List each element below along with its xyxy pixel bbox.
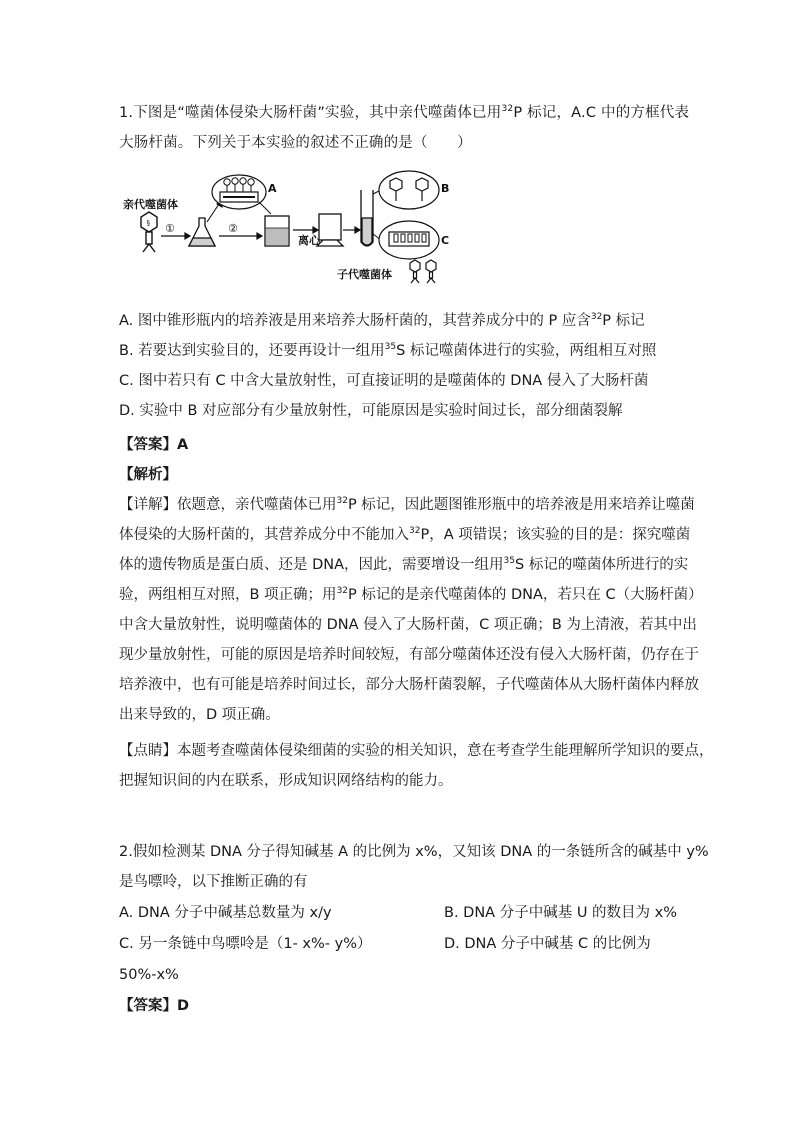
q1-comment-line1: 【点睛】本题考查噬菌体侵染细菌的实验的相关知识，意在考查学生能理解所学知识的要点，: [119, 743, 714, 759]
phage-experiment-figure: [119, 170, 459, 286]
q1-comment-line2: 把握知识间的内在联系，形成知识网络结构的能力。: [119, 773, 453, 789]
q2-option-d: D. DNA 分子中碱基 C 的比例为: [444, 936, 651, 952]
q1-detail-l2-text-b: P，A 项错误；该实验的目的是：探究噬菌: [420, 527, 691, 543]
q1-detail-line7: 培养液中，也有可能是培养时间过长，部分大肠杆菌裂解，子代噬菌体从大肠杆菌体内释放: [119, 677, 699, 693]
pellet-detail-C: [379, 221, 439, 259]
label-centrifuge: 离心: [298, 234, 320, 247]
q1-option-a-text-a: A. 图中锥形瓶内的培养液是用来培养大肠杆菌的，其营养成分中的 P 应含: [119, 313, 591, 329]
q1-detail-l4-text-a: 验，两组相互对照，B 项正确；用: [119, 587, 337, 603]
q1-option-d: D. 实验中 B 对应部分有少量放射性，可能原因是实验时间过长，部分细菌裂解: [119, 403, 623, 419]
supernatant-detail-B: [379, 171, 439, 209]
q1-detail-l2-sup: 32: [409, 526, 421, 536]
q1-stem-text-b: P 标记，A.C 中的方框代表: [513, 105, 690, 121]
q1-option-a-superscript: 32: [590, 312, 603, 322]
q1-detail-l1-text-a: 【详解】依题意，亲代噬菌体已用: [119, 497, 337, 513]
label-offspring-phage: 子代噬菌体: [337, 268, 392, 281]
q1-option-b-text-a: B. 若要达到实验目的，还要再设计一组用: [119, 343, 385, 359]
q1-option-b: [119, 341, 656, 361]
svg-text:§: §: [146, 219, 150, 227]
q2-option-c: C. 另一条链中鸟嘌呤是（1- x%- y%）: [119, 936, 372, 952]
q1-stem-line2: 大肠杆菌。下列关于本实验的叙述不正确的是（ ）: [119, 135, 472, 151]
label-A: A: [268, 182, 277, 195]
q2-option-a: A. DNA 分子中碱基总数量为 x/y: [119, 905, 332, 921]
bacteria-infection-detail-A: [212, 175, 266, 209]
q1-option-b-text-b: S 标记噬菌体进行的实验，两组相互对照: [396, 343, 657, 359]
q1-detail-l3-text-b: S 标记的噬菌体所进行的实: [515, 557, 689, 573]
arrow-to-centrifuge: [293, 227, 318, 233]
q1-detail-line8: 出来导致的，D 项正确。: [119, 707, 280, 723]
q1-detail-line5: 中含大量放射性，说明噬菌体的 DNA 侵入了大肠杆菌，C 项正确；B 为上清液，若其中出: [119, 617, 697, 633]
offspring-phage-icons: [410, 260, 436, 283]
q1-detail-line1: [119, 495, 695, 515]
q1-option-a-text-b: P 标记: [602, 313, 645, 329]
q1-detail-line2: [119, 525, 690, 545]
phage-experiment-diagram: [119, 170, 459, 286]
label-step-2: ②: [228, 222, 238, 235]
pointer-to-beaker: [259, 202, 271, 214]
label-B: B: [441, 182, 450, 195]
q1-analysis-title: 【解析】: [119, 467, 177, 483]
q1-detail-line6: 现少量放射性，可能的原因是培养时间较短，有部分噬菌体还没有侵入大肠杆菌，仍存在于: [119, 647, 699, 663]
arrow-step-2: [219, 233, 262, 239]
q1-detail-l2-text-a: 体侵染的大肠杆菌的，其营养成分中不能加入: [119, 527, 409, 543]
conical-flask-icon: [189, 218, 215, 246]
label-step-1: ①: [165, 222, 175, 235]
q2-option-b: B. DNA 分子中碱基 U 的数目为 x%: [444, 905, 678, 921]
q1-detail-line4: [119, 585, 703, 605]
q1-stem-line1: [119, 103, 689, 123]
arrow-to-tube: [343, 227, 360, 233]
label-parent-phage: 亲代噬菌体: [123, 198, 178, 211]
beaker-icon: [265, 216, 289, 246]
q1-detail-line3: [119, 555, 688, 575]
q1-detail-l3-sup: 35: [503, 556, 515, 566]
q1-answer: 【答案】A: [119, 437, 189, 453]
q2-stem-line2: 是鸟嘌呤，以下推断正确的有: [119, 874, 308, 890]
q1-detail-l1-sup: 32: [336, 496, 348, 506]
q2-answer: 【答案】D: [119, 998, 190, 1014]
q1-detail-l1-text-b: P 标记，因此题图锥形瓶中的培养液是用来培养让噬菌: [347, 497, 695, 513]
q1-option-b-superscript: 35: [384, 342, 397, 352]
q1-option-a: [119, 311, 645, 331]
q2-option-d-continued: 50%-x%: [119, 967, 179, 983]
test-tube-icon: [361, 190, 373, 246]
q1-detail-l4-sup: 32: [336, 586, 349, 596]
q1-detail-l3-text-a: 体的遗传物质是蛋白质、还是 DNA，因此，需要增设一组用: [119, 557, 504, 573]
q1-option-c: C. 图中若只有 C 中含大量放射性，可直接证明的是噬菌体的 DNA 侵入了大肠杆菌: [119, 373, 649, 389]
q2-stem-line1: 2.假如检测某 DNA 分子得知碱基 A 的比例为 x%，又知该 DNA 的一条链所含的碱基中 y%: [119, 844, 709, 860]
parent-phage-icon: [141, 212, 157, 252]
q1-detail-l4-text-b: P 标记的是亲代噬菌体的 DNA，若只在 C（大肠杆菌）: [348, 587, 703, 603]
label-C: C: [441, 234, 450, 247]
q1-stem-superscript: 32: [501, 104, 514, 114]
q1-stem-text-a: 1.下图是“噬菌体侵染大肠杆菌”实验，其中亲代噬菌体已用: [119, 105, 502, 121]
centrifuge-icon: [317, 214, 343, 246]
